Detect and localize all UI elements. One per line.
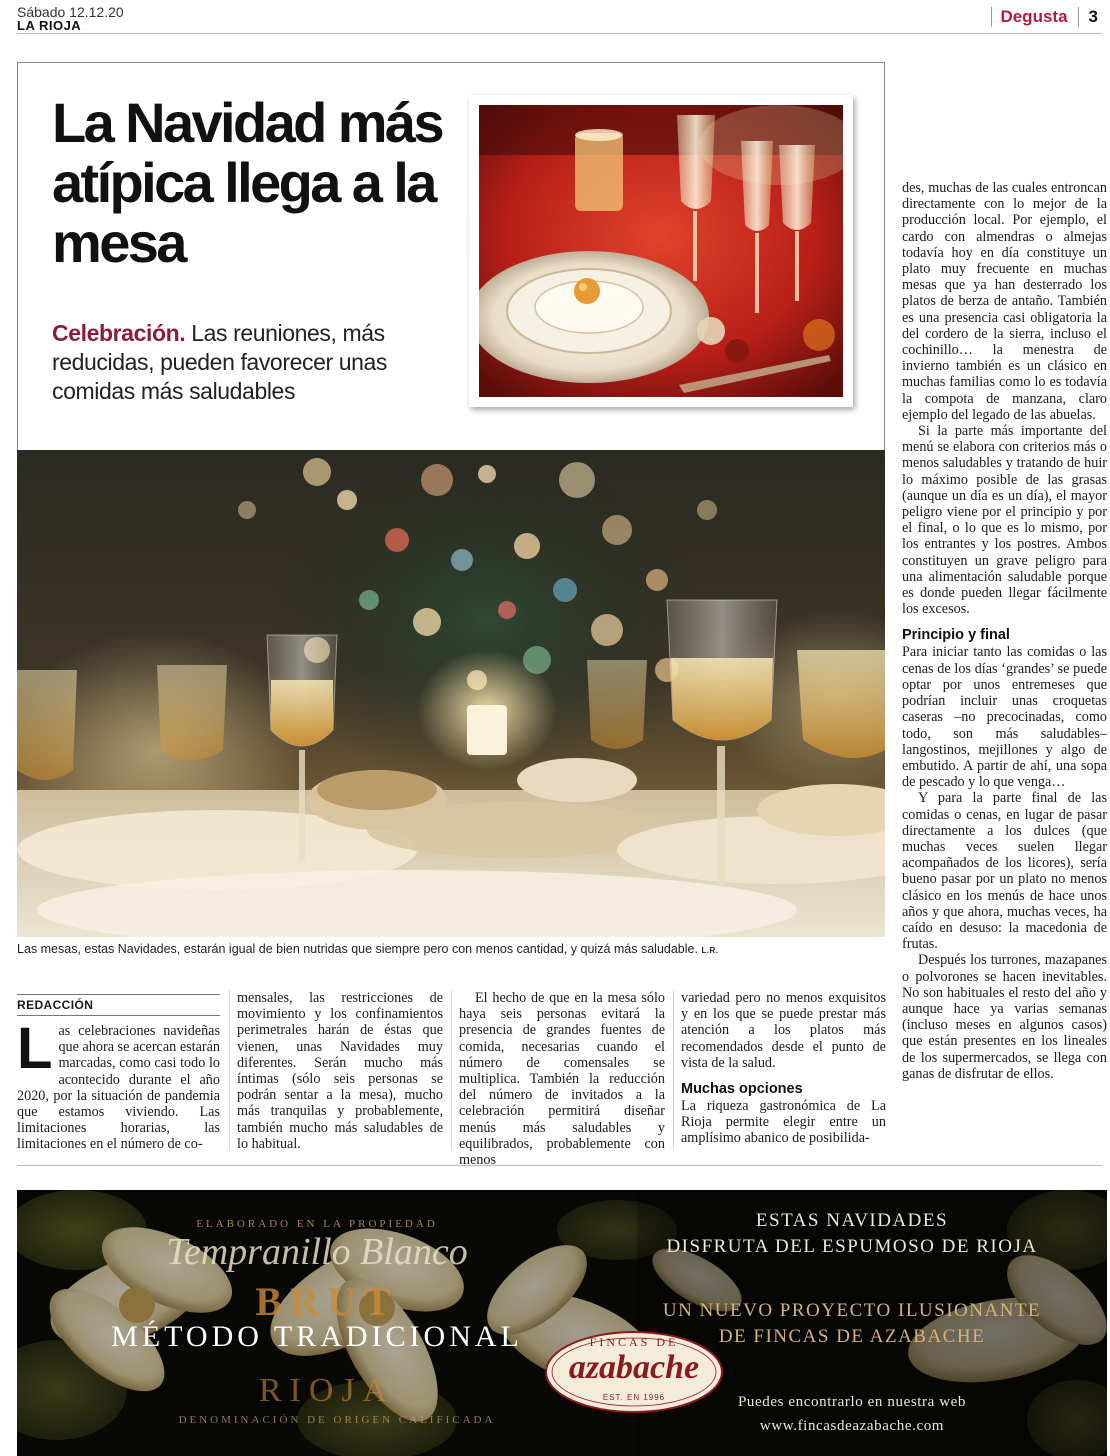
wine-advertisement bbox=[17, 1190, 1107, 1456]
headline-box bbox=[17, 62, 885, 450]
page-number: 3 bbox=[1078, 7, 1098, 27]
article-column-2 bbox=[237, 990, 443, 1152]
christmas-dinner-photo bbox=[17, 450, 885, 937]
column-divider bbox=[229, 990, 230, 1150]
ad-website-link[interactable]: www.fincasdeazabache.com bbox=[759, 1418, 945, 1434]
photo-credit: L.R. bbox=[701, 946, 719, 955]
article-column-1 bbox=[17, 994, 220, 1153]
christmas-table-photo-image bbox=[479, 105, 843, 397]
ad-line-5: Puedes encontrarlo en nuestra web bbox=[737, 1394, 967, 1410]
ad-method: MÉTODO TRADICIONAL bbox=[111, 1320, 523, 1353]
article-paragraph: Después los turrones, mazapanes o polvorones se hacen inevitables. No son habituales el resto del año y aunque hace ya varias semanas (incluso meses en algunos casos) que están presentes en los lineales de los supermercados, se llega con ganas de disfrutar de ellos. bbox=[902, 952, 1107, 1082]
article-column-3 bbox=[459, 990, 665, 1168]
ad-brut: BRUT bbox=[255, 1279, 399, 1324]
section-name: Degusta bbox=[991, 7, 1067, 27]
logo-main-text: azabache bbox=[568, 1349, 700, 1386]
column-divider bbox=[673, 990, 674, 1150]
ad-divider bbox=[17, 1165, 1102, 1166]
ad-estate-bottled: ELABORADO EN LA PROPIEDAD bbox=[196, 1218, 438, 1230]
article-paragraph: La riqueza gastronómica de La Rioja permite elegir entre un amplísimo abanico de posibilida- bbox=[681, 1098, 886, 1147]
logo-top-text: FINCAS DE bbox=[589, 1335, 679, 1349]
ad-grape-variety: Tempranillo Blanco bbox=[166, 1231, 468, 1273]
drop-cap: L bbox=[17, 1016, 53, 1081]
article-paragraph: des, muchas de las cuales entroncan directamente con lo mejor de la producción local. Por ejemplo, el cardo con almendras o almejas todavía hoy en día constituye un plato muy frecuente en muchas mesas que ya han desterrado los platos de berza de antaño. También es una presencia casi obligatoria la del cordero de la sierra, incluso el cochinillo… la menestra de invierno también es un clásico en muchas familias como lo es todavía la compota de manzana, claro ejemplo del legado de las abuelas. bbox=[902, 180, 1107, 423]
caption-text: Las mesas, estas Navidades, estarán igual de bien nutridas que siempre pero con menos cantidad, y quizá más saludable. bbox=[17, 942, 702, 956]
ad-line-3: UN NUEVO PROYECTO ILUSIONANTE bbox=[662, 1300, 1042, 1321]
ad-line-4: DE FINCAS DE AZABACHE bbox=[718, 1326, 986, 1347]
issue-date: Sábado 12.12.20 bbox=[17, 4, 124, 20]
christmas-dinner-photo-image bbox=[17, 450, 885, 937]
ad-line-1: ESTAS NAVIDADES bbox=[755, 1210, 949, 1231]
subhead: Muchas opciones bbox=[681, 1081, 803, 1098]
article-paragraph: Si la parte más importante del menú se elabora con criterios más o menos saludables y tratando de huir lo máximo posible de las grasas (aunque un día es un día), el mayor peligro viene por el principio y por el final, o lo que es lo mismo, por los entrantes y los postres. Ambos constituyen un grave peligro para una alimentación saludable porque es donde pueden llegar fácilmente los excesos. bbox=[902, 423, 1107, 618]
subhead: Principio y final bbox=[902, 627, 1010, 644]
christmas-table-photo bbox=[479, 105, 843, 397]
deck-text: Las reuniones, más reducidas, pueden favorecer unas comidas más saludables bbox=[52, 320, 387, 404]
deck bbox=[52, 319, 442, 406]
article-paragraph: Y para la parte final de las comidas o cenas, en lugar de pasar directamente a los dulces (que muchas veces suelen llegar acompañados de los licores), sería bueno pasar por un plato no menos clásico en los menús de hace unos años y que ahora, muchas veces, ha caído en desuso: la macedonia de frutas. bbox=[902, 790, 1107, 953]
section-header bbox=[991, 6, 1098, 28]
article-paragraph: mensales, las restricciones de movimiento y los confinamientos perimetrales harán de éstas que vienen, unas Navidades muy diferentes. Serán mucho más íntimas (sólo seis personas se podrán sentar a la mesa), mucho más tranquilas y probablemente, también mucho más saludables de lo habitual. bbox=[237, 990, 443, 1152]
deck-kicker: Celebración. bbox=[52, 320, 186, 346]
ad-line-2: DISFRUTA DEL ESPUMOSO DE RIOJA bbox=[666, 1236, 1038, 1257]
headline: La Navidad más atípica llega a la mesa bbox=[52, 91, 442, 274]
column-divider bbox=[451, 990, 452, 1150]
byline: REDACCIÓN bbox=[17, 994, 220, 1016]
photo-caption bbox=[17, 942, 885, 956]
article-column-5 bbox=[902, 180, 1107, 1082]
article-paragraph: variedad pero no menos exquisitos y en los que se puede prestar más atención a los platos más recomendados desde el punto de vista de la salud. bbox=[681, 990, 886, 1071]
ad-region: RIOJA bbox=[258, 1372, 396, 1409]
article-paragraph-text: as celebraciones navideñas que ahora se acercan estarán marcadas, como casi todo lo acontecido durante el año 2020, por la situación de pandemia que estamos viviendo. Las limitaciones horarias, las limitaciones en el número de co- bbox=[17, 1023, 220, 1153]
small-photo-frame bbox=[469, 95, 853, 407]
header-divider bbox=[17, 33, 1102, 34]
logo-established-text: EST. EN 1996 bbox=[602, 1393, 666, 1402]
article-paragraph: El hecho de que en la mesa sólo haya seis personas evitará la presencia de grandes fuentes de comida, necesarias cuando el número de comensales se multiplica. También la reducción del número de invitados a la celebración permitirá diseñar menús más saludables y equilibrados, probablemente con menos bbox=[459, 990, 665, 1169]
article-paragraph: Para iniciar tanto las comidas o las cenas de los días ‘grandes’ se puede optar por unos entremeses que podrían incluir unas croquetas caseras –no precocinadas, como todo, son más saludables– langostinos, mejillones y algo de embutido. A partir de ahí, una sopa de pescado y lo que venga… bbox=[902, 644, 1107, 791]
article-column-4 bbox=[681, 990, 886, 1147]
ad-denomination: DENOMINACIÓN DE ORIGEN CALIFICADA bbox=[178, 1414, 496, 1426]
article-paragraph bbox=[17, 1016, 220, 1153]
newspaper-name: LA RIOJA bbox=[17, 18, 82, 33]
